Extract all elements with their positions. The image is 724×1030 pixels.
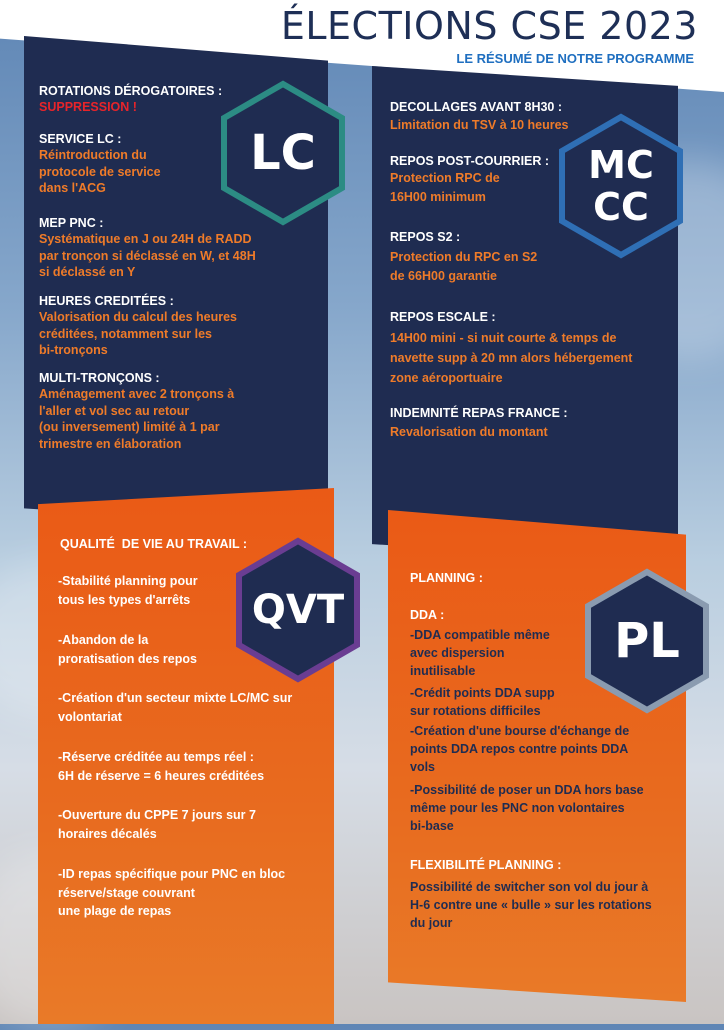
mc-repos-s2-value: Protection du RPC en S2 de 66H00 garantie [390, 250, 538, 283]
pl-flex-label: FLEXIBILITÉ PLANNING : [410, 858, 562, 872]
qvt-item: -Création d'un secteur mixte LC/MC sur volontariat [58, 691, 293, 724]
mc-repos-courrier-value: Protection RPC de 16H00 minimum [390, 171, 500, 204]
pl-hexagon-badge [572, 566, 722, 716]
mc-indemnite [390, 405, 568, 441]
mc-indemnite-value: Revalorisation du montant [390, 425, 548, 439]
mc-repos-s2 [390, 229, 537, 286]
lc-multi [39, 370, 234, 452]
mc-decollages [390, 99, 569, 134]
lc-multi-label: MULTI-TRONÇONS : [39, 371, 160, 385]
mc-decollages-label: DECOLLAGES AVANT 8H30 : [390, 100, 563, 114]
qvt-item: -Ouverture du CPPE 7 jours sur 7 horaires décalés [58, 808, 256, 841]
pl-planning-label: PLANNING : [410, 571, 483, 585]
pl-dda-item: -Création d'une bourse d'échange de points DDA repos contre points DDA vols [410, 724, 630, 774]
lc-rotations-value: SUPPRESSION ! [39, 100, 137, 114]
mc-hexagon-badge [546, 111, 696, 261]
lc-hexagon-badge [208, 78, 358, 228]
mc-decollages-value: Limitation du TSV à 10 heures [390, 118, 569, 132]
lc-heures [39, 293, 237, 359]
lc-mep-value: Systématique en J ou 24H de RADD par tronçon si déclassé en W, et 48H si déclassé en Y [39, 232, 256, 279]
lc-heures-label: HEURES CREDITÉES : [39, 294, 174, 308]
lc-rotations [39, 83, 222, 115]
lc-badge-text: LC [250, 125, 316, 181]
mc-repos-escale-value: 14H00 mini - si nuit courte & temps de navette supp à 20 mn alors hébergement zone aéroportuaire [390, 331, 633, 385]
lc-service-value: Réintroduction du protocole de service dans l'ACG [39, 148, 161, 195]
pl-badge-text: PL [614, 613, 680, 669]
lc-multi-value: Aménagement avec 2 tronçons à l'aller et vol sec au retour (ou inversement) limité à 1 par trimestre en élaboration [39, 387, 235, 451]
mc-repos-courrier-label: REPOS POST-COURRIER : [390, 154, 550, 168]
qvt-item: -Réserve créditée au temps réel : 6H de réserve = 6 heures créditées [58, 750, 265, 783]
qvt-item: -Abandon de la proratisation des repos [58, 633, 197, 666]
mc-repos-escale [390, 309, 632, 388]
pl-dda-item: -Crédit points DDA supp sur rotations difficiles [410, 686, 555, 718]
mc-repos-courrier [390, 153, 549, 207]
pl-dda-label: DDA : [410, 608, 445, 622]
qvt-item: -Stabilité planning pour tous les types d'arrêts [58, 574, 198, 607]
lc-heures-value: Valorisation du calcul des heures créditées, notamment sur les bi-tronçons [39, 310, 237, 357]
qvt-badge-text: QVT [251, 587, 345, 633]
qvt-item: -ID repas spécifique pour PNC en bloc réserve/stage couvrant une plage de repas [58, 867, 286, 918]
lc-mep-label: MEP PNC : [39, 216, 104, 230]
page-subtitle: LE RÉSUMÉ DE NOTRE PROGRAMME [456, 51, 694, 66]
mc-indemnite-label: INDEMNITÉ REPAS FRANCE : [390, 406, 568, 420]
pl-dda-item: -DDA compatible même avec dispersion inutilisable [410, 628, 550, 678]
lc-service-label: SERVICE LC : [39, 132, 122, 146]
pl-flex-value: Possibilité de switcher son vol du jour à H-6 contre une « bulle » sur les rotations du jour [410, 880, 652, 930]
qvt-heading: QUALITÉ DE VIE AU TRAVAIL : [60, 537, 248, 551]
page-title: ÉLECTIONS CSE 2023 [280, 4, 698, 48]
pl-dda-item: -Possibilité de poser un DDA hors base même pour les PNC non volontaires bi-base [410, 783, 644, 833]
mc-badge-text: MC CC [588, 143, 654, 229]
mc-repos-s2-label: REPOS S2 : [390, 230, 461, 244]
lc-service [39, 131, 161, 197]
lc-rotations-label: ROTATIONS DÉROGATOIRES : [39, 84, 223, 98]
mc-repos-escale-label: REPOS ESCALE : [390, 310, 496, 324]
qvt-hexagon-badge [223, 535, 373, 685]
